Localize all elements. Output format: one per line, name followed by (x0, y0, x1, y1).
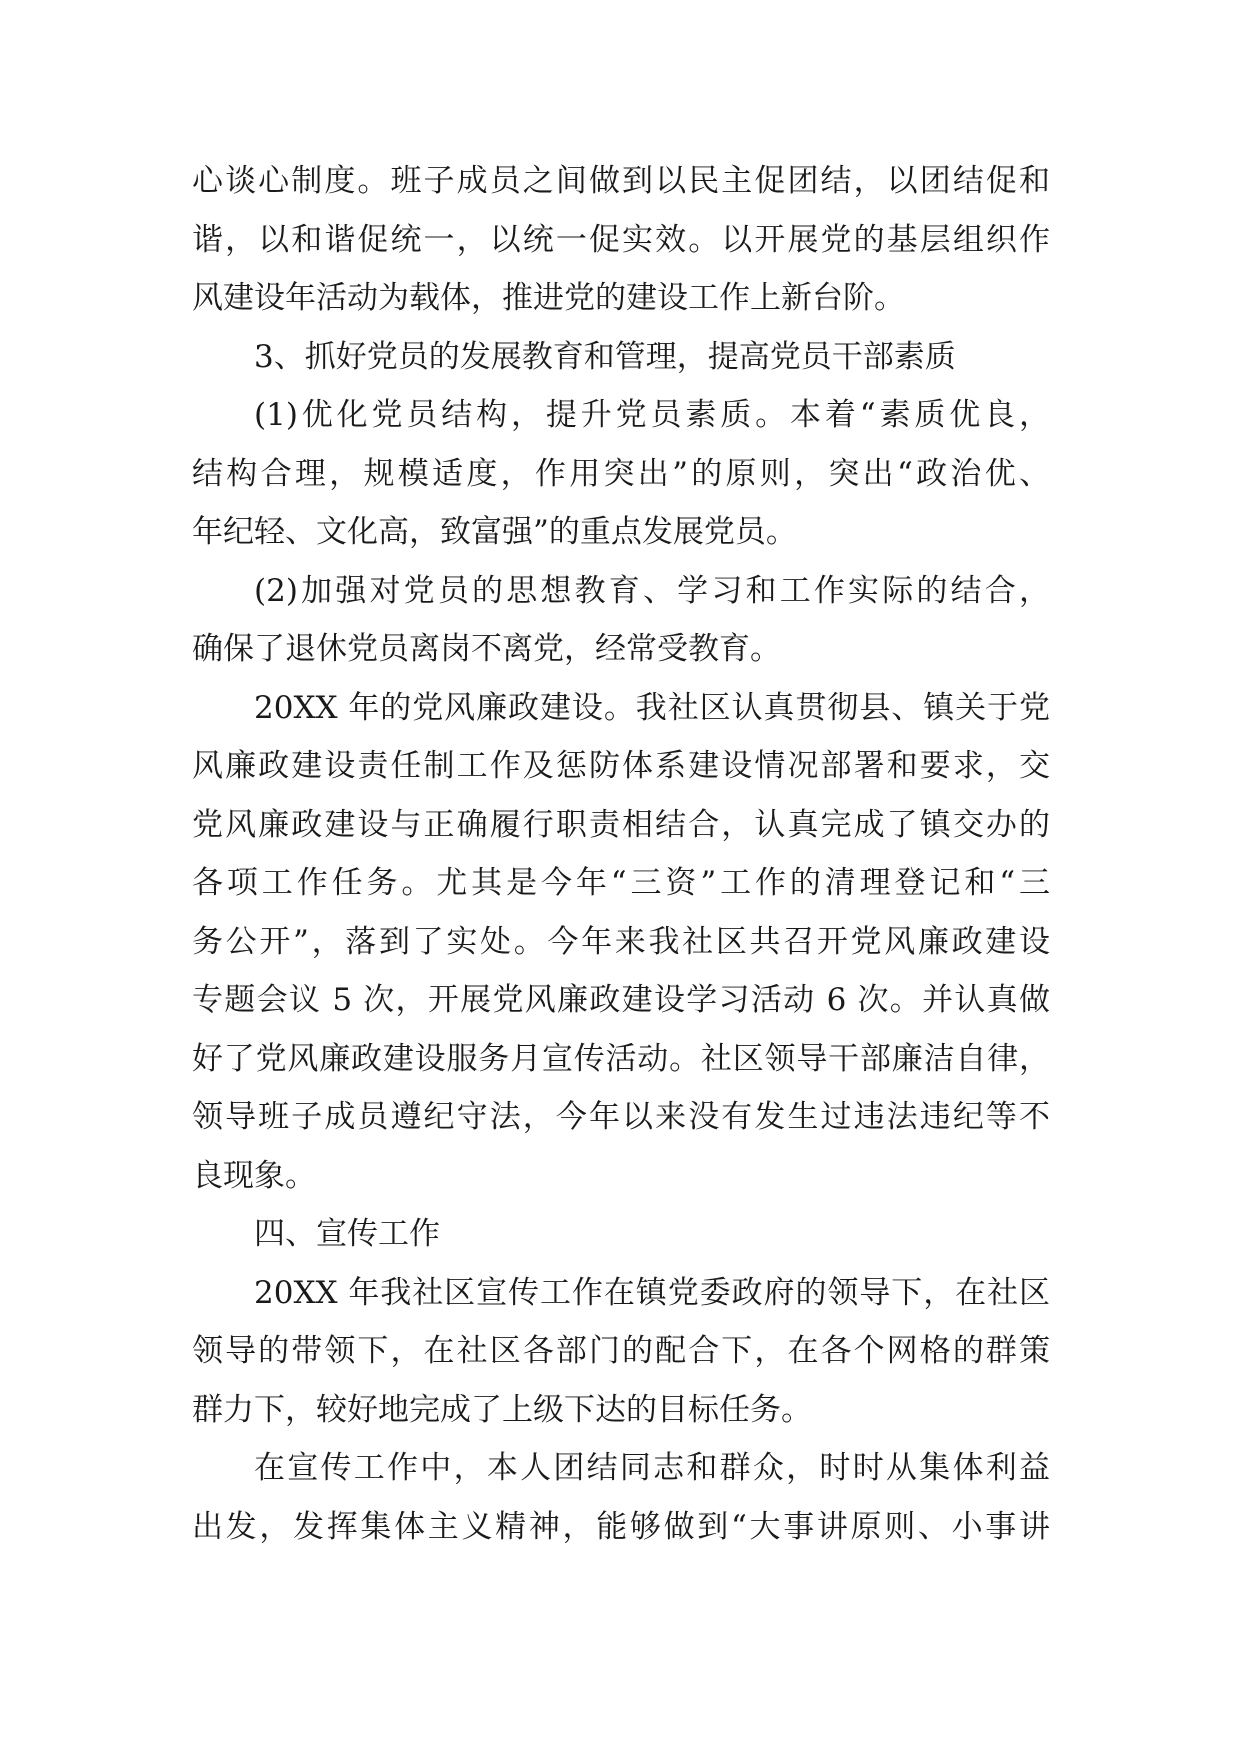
text-line: 出发，发挥集体主义精神，能够做到“大事讲原则、小事讲 (192, 1508, 1050, 1545)
text-line: 专题会议 5 次，开展党风廉政建设学习活动 6 次。并认真做 (192, 982, 1050, 1018)
text-line: 谐，以和谐促统一，以统一促实效。以开展党的基层组织作 (192, 221, 1050, 258)
text-line: 务公开”，落到了实处。今年来我社区共召开党风廉政建设 (192, 923, 1050, 960)
text-line: 领导班子成员遵纪守法，今年以来没有发生过违法违纪等不 (192, 1099, 1050, 1135)
text-line: (1)优化党员结构，提升党员素质。本着“素质优良， (254, 397, 1050, 433)
text-line: 良现象。 (192, 1157, 316, 1194)
text-line: 年纪轻、文化高，致富强”的重点发展党员。 (192, 514, 797, 550)
text-line: 党风廉政建设与正确履行职责相结合，认真完成了镇交办的 (192, 806, 1050, 843)
text-line: 结构合理，规模适度，作用突出”的原则，突出“政治优、 (192, 455, 1050, 492)
document-body (192, 152, 1050, 1556)
text-line: 20XX 年的党风廉政建设。我社区认真贯彻县、镇关于党 (254, 689, 1050, 726)
text-line: 领导的带领下，在社区各部门的配合下，在各个网格的群策 (192, 1333, 1050, 1369)
text-line: 在宣传工作中，本人团结同志和群众，时时从集体利益 (254, 1450, 1050, 1486)
text-line: 20XX 年我社区宣传工作在镇党委政府的领导下，在社区 (254, 1274, 1050, 1311)
text-line: 各项工作任务。尤其是今年“三资”工作的清理登记和“三 (192, 865, 1050, 901)
text-line: 风建设年活动为载体，推进党的建设工作上新台阶。 (192, 280, 905, 316)
text-line: 群力下，较好地完成了上级下达的目标任务。 (192, 1391, 812, 1428)
text-line: 确保了退休党员离岗不离党，经常受教育。 (192, 631, 781, 667)
text-line: 四、宣传工作 (254, 1216, 440, 1252)
text-line: 心谈心制度。班子成员之间做到以民主促团结，以团结促和 (192, 163, 1050, 199)
text-line: 好了党风廉政建设服务月宣传活动。社区领导干部廉洁自律， (192, 1040, 1050, 1077)
text-line: 风廉政建设责任制工作及惩防体系建设情况部署和要求，交 (192, 748, 1050, 784)
text-line: 3、抓好党员的发展教育和管理，提高党员干部素质 (254, 338, 956, 375)
text-line: (2)加强对党员的思想教育、学习和工作实际的结合， (254, 572, 1050, 609)
